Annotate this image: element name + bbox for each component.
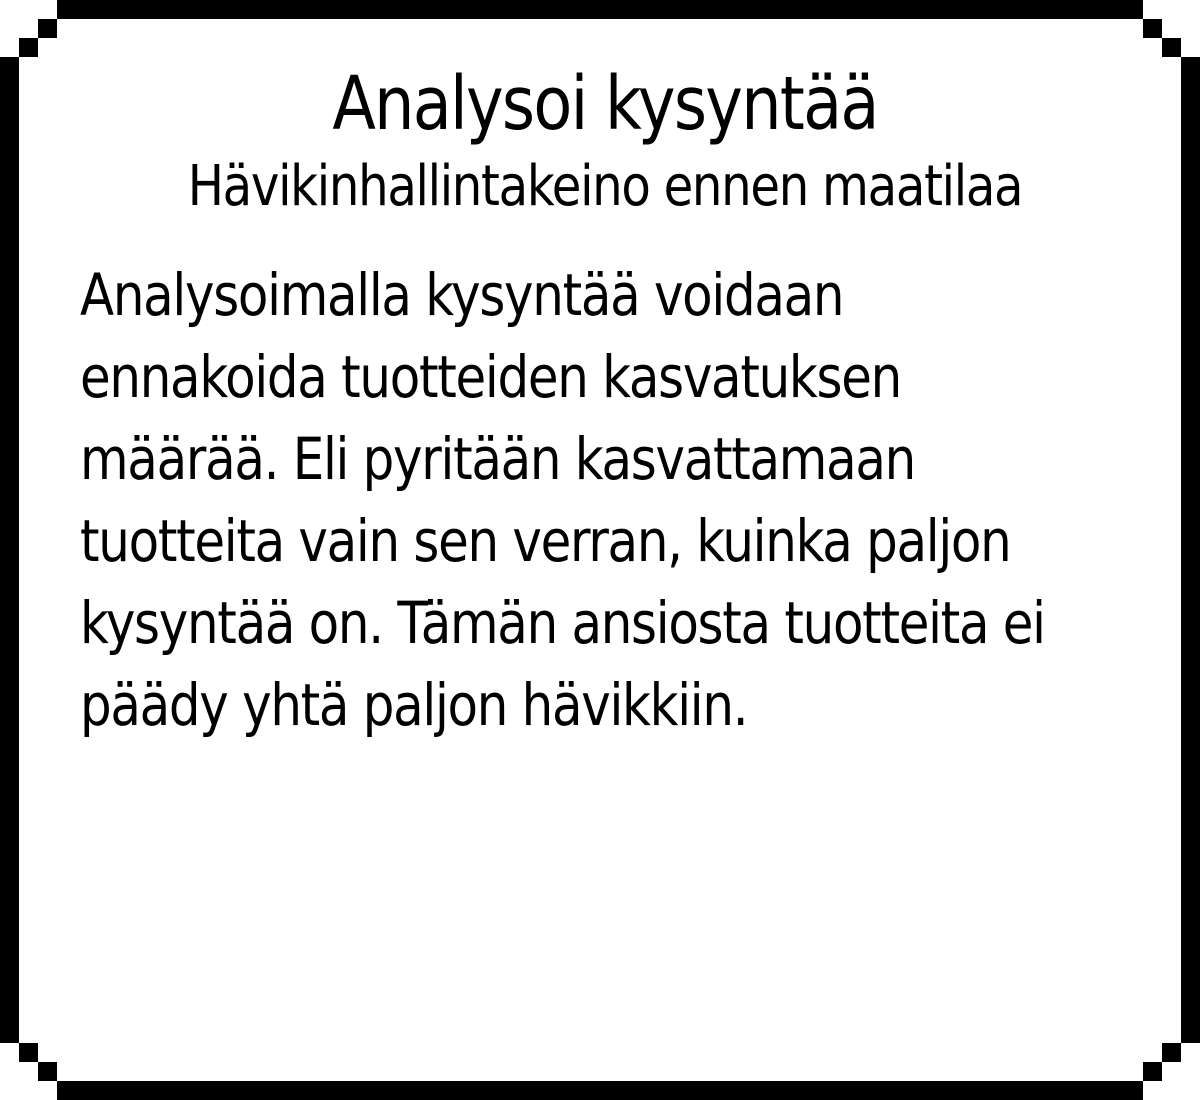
card-title: Analysoi kysyntää: [332, 61, 878, 147]
card-border-top: [57, 0, 1143, 19]
card-corner-bottom-right: [1143, 1062, 1162, 1081]
card-corner-top-right: [1143, 19, 1162, 38]
card-corner-bottom-left: [38, 1062, 57, 1081]
card-subtitle: Hävikinhallintakeino ennen maatilaa: [187, 154, 1023, 219]
card-border-bottom: [57, 1081, 1143, 1100]
card-corner-top-right: [1162, 38, 1181, 57]
card-border-right: [1181, 57, 1200, 1043]
card-corner-bottom-left: [19, 1043, 38, 1062]
card-corner-top-left: [19, 38, 38, 57]
card-content: [80, 60, 1130, 746]
card-corner-bottom-right: [1162, 1043, 1181, 1062]
card-body-text: Analysoimalla kysyntää voidaan ennakoida tuotteiden kasvatuksen määrää. Eli pyritään kasvattamaan tuotteita vain sen verran, kuinka paljon kysyntää on. Tämän ansiosta tuotteita ei päädy yhtä paljon hävikkiin.: [80, 261, 1045, 739]
card-border-left: [0, 57, 19, 1043]
card-corner-top-left: [38, 19, 57, 38]
